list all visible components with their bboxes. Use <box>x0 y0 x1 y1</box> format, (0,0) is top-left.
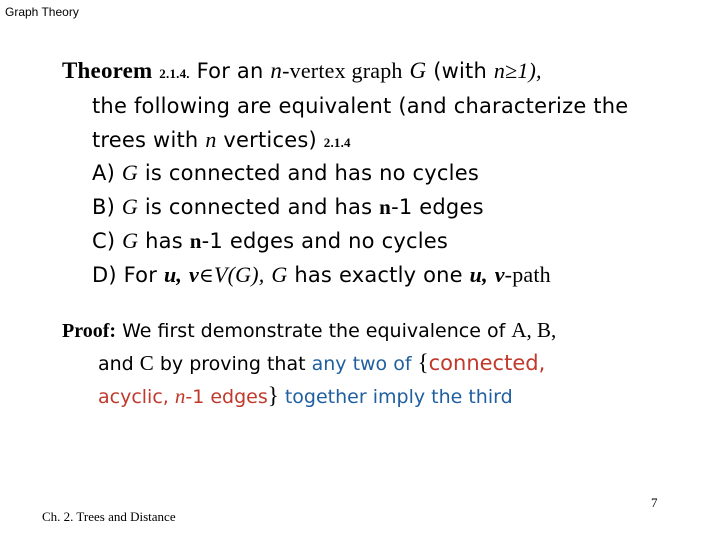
item-d-text: For <box>123 263 158 287</box>
item-b-var: G <box>121 194 138 219</box>
item-d-mid: has exactly one <box>294 263 463 287</box>
item-d-label: D) <box>92 263 117 287</box>
theorem-line-3-var-n: n <box>205 127 217 152</box>
item-c-tail: -1 edges and no cycles <box>201 229 449 253</box>
footer-chapter: Ch. 2. Trees and Distance <box>42 509 176 524</box>
item-d-path: -path <box>504 262 551 287</box>
page-number: 7 <box>651 495 658 510</box>
theorem-ref: 2.1.4 <box>323 135 351 150</box>
proof-line-1-text: We first demonstrate the equivalence of <box>122 320 506 342</box>
item-b-label: B) <box>92 195 115 219</box>
item-b-n: n <box>379 195 392 219</box>
proof-line-2-text: by proving that <box>159 353 306 375</box>
theorem-line-3-text-2: vertices) <box>223 128 317 152</box>
proof-line-2-C: C <box>139 351 154 375</box>
item-a-label: A) <box>92 161 115 185</box>
item-d <box>92 262 551 288</box>
item-d-u2: u, <box>469 262 488 287</box>
theorem-var-n: n <box>270 58 283 83</box>
proof-line-1-vars: A, B, <box>511 318 557 342</box>
theorem-label: Theorem <box>62 58 153 83</box>
proof-line-3 <box>98 383 513 409</box>
item-d-v: v <box>189 262 199 287</box>
item-c-n: n <box>189 229 202 253</box>
proof-line-3-brace: } <box>267 383 279 408</box>
theorem-condition: n≥1), <box>493 58 542 83</box>
proof-line-2-and: and <box>98 353 134 375</box>
item-a-text: is connected and has no cycles <box>144 161 479 185</box>
theorem-line-2: the following are equivalent (and characterize the <box>92 94 629 118</box>
item-b <box>92 194 484 220</box>
item-c-label: C) <box>92 229 116 253</box>
proof-line-2 <box>98 350 545 376</box>
item-c-var: G <box>122 228 139 253</box>
proof-line-2-brace: { <box>417 350 429 375</box>
item-d-elem: ∈ <box>198 265 214 287</box>
theorem-line-3 <box>92 127 351 153</box>
theorem-line-3-text: trees with <box>92 128 199 152</box>
item-c-text: has <box>145 229 183 253</box>
theorem-number: 2.1.4. <box>159 66 190 81</box>
header-title: Graph Theory <box>5 5 79 19</box>
item-a <box>92 160 479 186</box>
proof-line-2-blue: any two of <box>311 353 412 375</box>
item-d-v2: v <box>494 262 505 287</box>
proof-label: Proof: <box>62 320 117 342</box>
item-c <box>92 228 448 254</box>
proof-line-1 <box>62 318 556 343</box>
proof-line-3-n: n <box>174 384 186 408</box>
proof-line-2-red: connected, <box>428 351 546 375</box>
item-d-G: G <box>271 262 288 287</box>
theorem-text-1: For an <box>196 59 264 83</box>
proof-line-3-edges: -1 edges <box>185 386 268 408</box>
item-b-text: is connected and has <box>144 195 373 219</box>
proof-line-3-blue: together imply the third <box>284 386 513 408</box>
item-d-VG: V(G), <box>213 262 265 287</box>
theorem-text-3: (with <box>433 59 487 83</box>
proof-line-3-acyclic: acyclic, <box>98 386 169 408</box>
theorem-text-2: -vertex graph <box>282 58 403 83</box>
item-a-var: G <box>121 160 138 185</box>
theorem-line-1 <box>62 58 542 84</box>
theorem-var-G: G <box>409 58 427 83</box>
item-d-u: u, <box>163 262 183 287</box>
item-b-tail: -1 edges <box>391 195 484 219</box>
